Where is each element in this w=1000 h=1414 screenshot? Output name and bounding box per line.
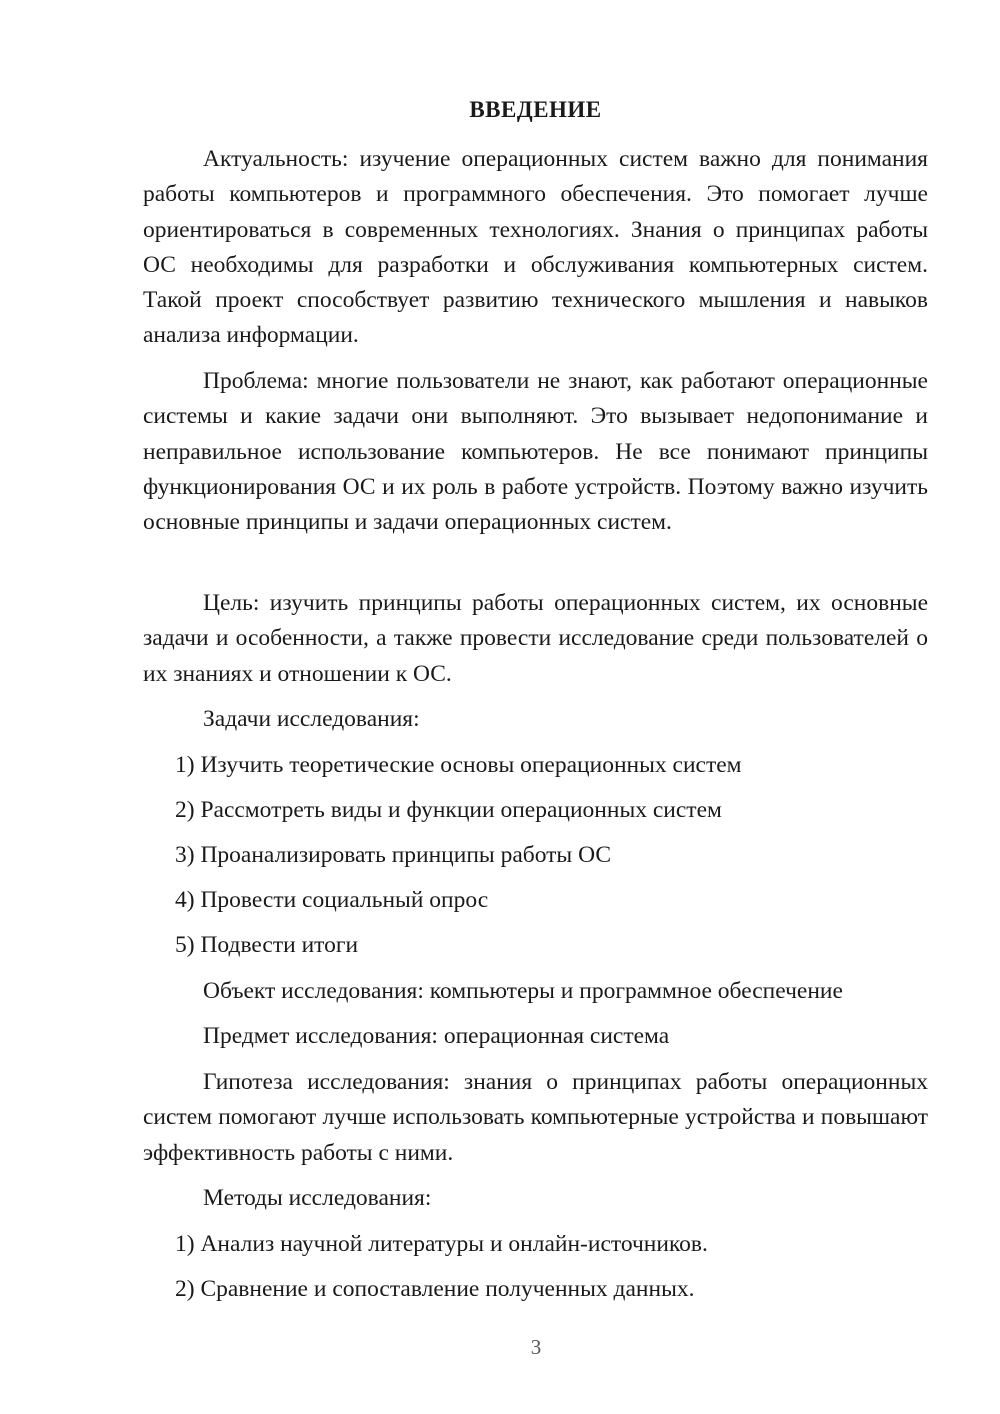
goal-paragraph: Цель: изучить принципы работы операционных систем, их основные задачи и особенности, а также провести исследование среди пользователей о их знаниях и отношении к ОС. [143, 590, 928, 687]
problem-paragraph: Проблема: многие пользователи не знают, как работают операционные системы и какие задачи они выполняют. Это вызывает недопонимание и неправильное использование компьютеров. Не все понимают принципы функционирования ОС и их роль в работе устройств. Поэтому важно изучить основные принципы и задачи операционных систем. [143, 368, 928, 536]
object-line: Объект исследования: компьютеры и программное обеспечение [203, 978, 843, 1004]
method-item: 2) Сравнение и сопоставление полученных данных. [175, 1276, 695, 1302]
tasks-heading: Задачи исследования: [203, 706, 420, 732]
task-item: 4) Провести социальный опрос [175, 887, 489, 913]
task-item: 3) Проанализировать принципы работы ОС [175, 842, 612, 868]
section-title: ВВЕДЕНИЕ [469, 97, 602, 122]
relevance-paragraph: Актуальность: изучение операционных систем важно для понимания работы компьютеров и программного обеспечения. Это помогает лучше ориентироваться в современных технологиях. Знания о принципах работы ОС необходимы для разработки и обслуживания компьютерных систем. Такой проект способствует развитию технического мышления и навыков анализа информации. [143, 146, 928, 349]
task-item: 1) Изучить теоретические основы операционных систем [175, 752, 742, 778]
method-item: 1) Анализ научной литературы и онлайн-источников. [175, 1231, 708, 1257]
task-item: 5) Подвести итоги [175, 932, 359, 958]
methods-heading: Методы исследования: [203, 1185, 432, 1211]
task-item: 2) Рассмотреть виды и функции операционных систем [175, 797, 722, 823]
page-number: 3 [530, 1335, 542, 1359]
hypothesis-paragraph: Гипотеза исследования: знания о принципах работы операционных систем помогают лучше использовать компьютерные устройства и повышают эффективность работы с ними. [143, 1069, 928, 1166]
subject-line: Предмет исследования: операционная система [203, 1023, 670, 1049]
